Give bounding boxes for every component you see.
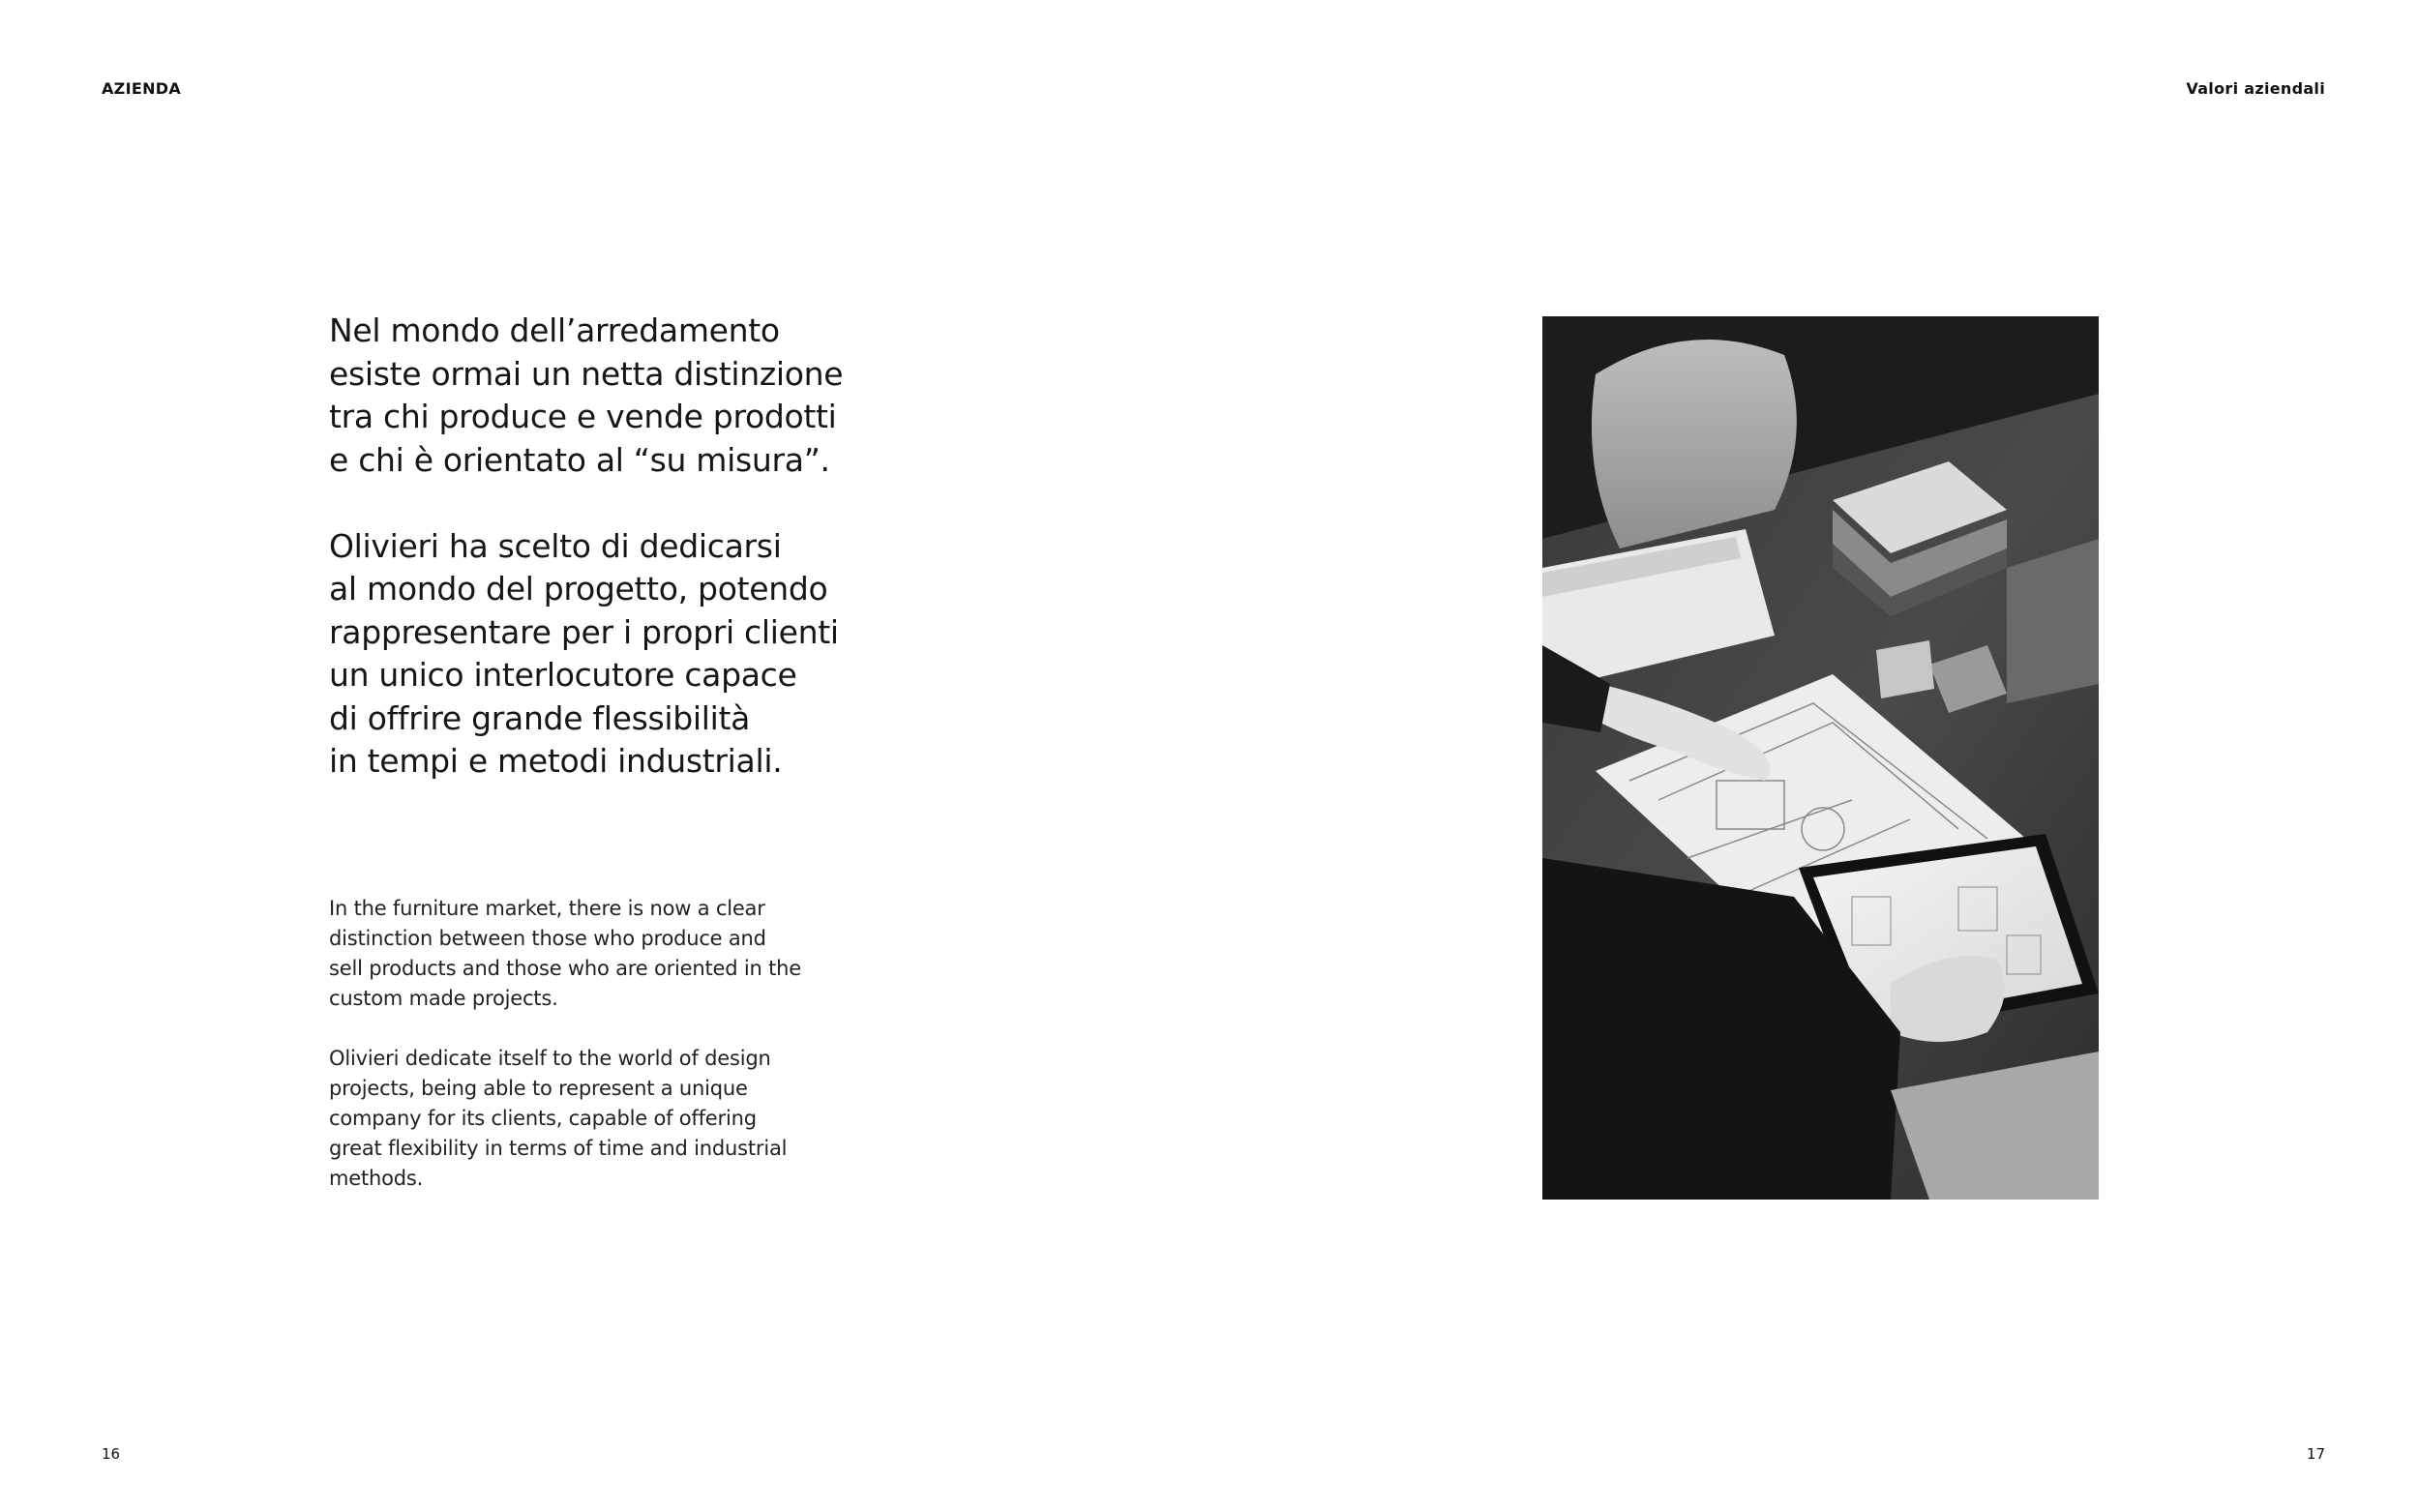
photo-illustration — [1542, 316, 2099, 1200]
page-number-right: 17 — [2306, 1445, 2325, 1463]
italian-body — [329, 310, 910, 784]
section-label: AZIENDA — [102, 79, 182, 98]
english-paragraph-2: Olivieri dedicate itself to the world of design projects, being able to represent a unique company for its clients, capable of offering great flexibility in terms of time and industrial methods. — [329, 1047, 788, 1190]
italian-paragraph-2: Olivieri ha scelto di dedicarsi al mondo del progetto, potendo rappresentare per i propri clienti un unico interlocutore capace di offrire grande flessibilità in tempi e metodi industriali. — [329, 526, 839, 780]
english-paragraph-1: In the furniture market, there is now a clear distinction between those who produce and sell products and those who are oriented in the custom made projects. — [329, 897, 801, 1010]
page-number-left: 16 — [102, 1445, 121, 1463]
english-body — [329, 894, 813, 1194]
italian-paragraph-1: Nel mondo dell’arredamento esiste ormai un netta distinzione tra chi produce e vende prodotti e chi è orientato al “su misura”. — [329, 311, 844, 479]
chapter-title: Valori aziendali — [2186, 79, 2325, 98]
design-work-photo — [1542, 316, 2099, 1200]
